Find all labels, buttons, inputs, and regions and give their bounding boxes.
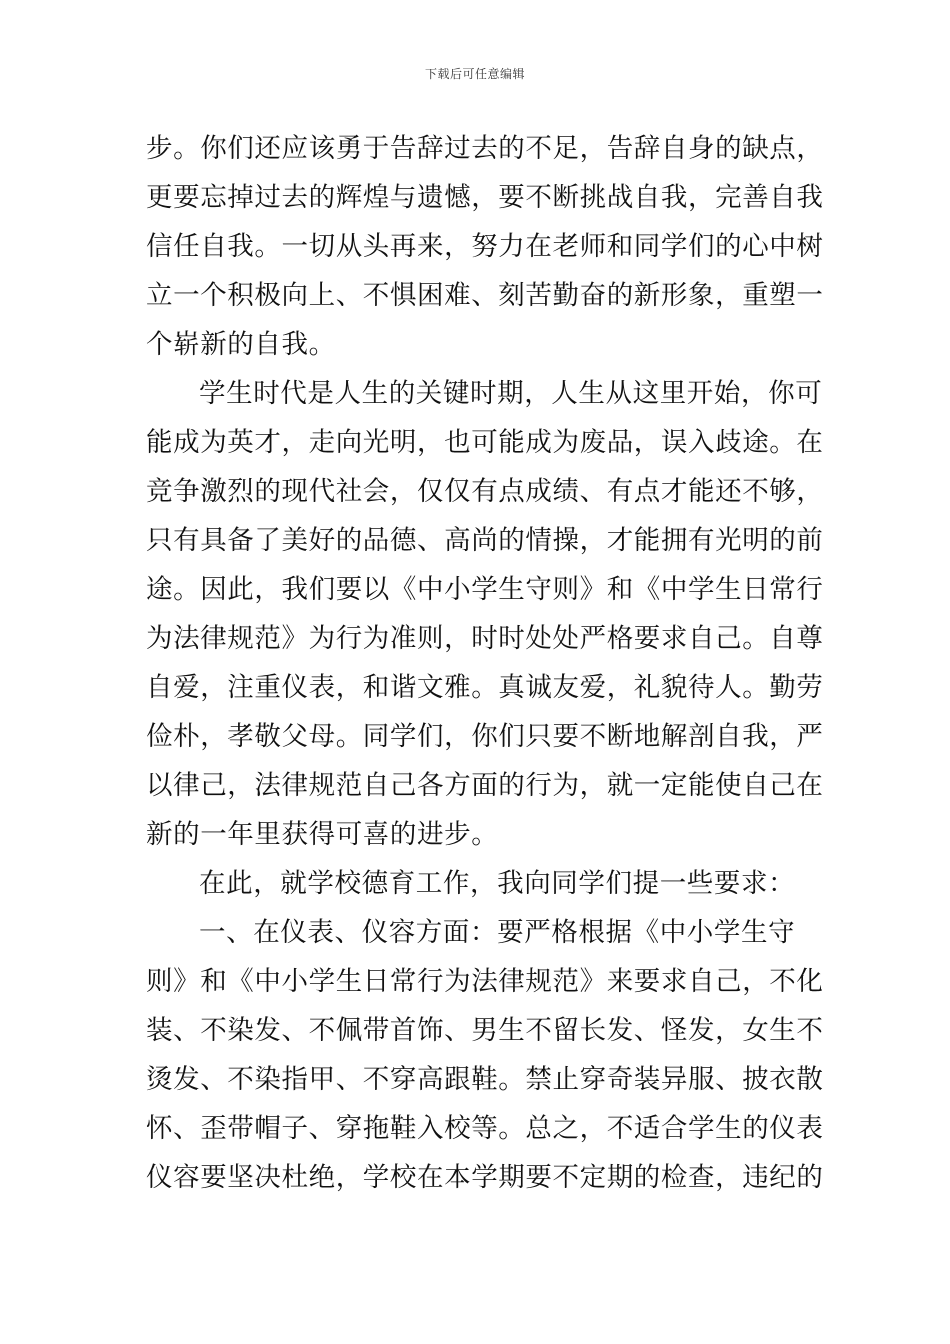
text-line: 只有具备了美好的品德、高尚的情操，才能拥有光明的前 bbox=[146, 525, 824, 556]
text-line: 则》和《中小学生日常行为法律规范》来要求自己，不化 bbox=[146, 966, 824, 997]
text-line: 仪容要坚决杜绝，学校在本学期要不定期的检查，违纪的 bbox=[146, 1162, 824, 1193]
text-line: 能成为英才，走向光明，也可能成为废品，误入歧途。在 bbox=[146, 427, 824, 458]
text-line: 以律己，法律规范自己各方面的行为，就一定能使自己在 bbox=[146, 770, 824, 801]
text-line: 烫发、不染指甲、不穿高跟鞋。禁止穿奇装异服、披衣散 bbox=[146, 1064, 824, 1095]
page-header-note: 下载后可任意编辑 bbox=[424, 67, 525, 81]
text-line: 步。你们还应该勇于告辞过去的不足，告辞自身的缺点， bbox=[146, 133, 824, 164]
text-line: 怀、歪带帽子、穿拖鞋入校等。总之，不适合学生的仪表 bbox=[146, 1113, 824, 1144]
text-line: 为法律规范》为行为准则，时时处处严格要求自己。自尊 bbox=[146, 623, 824, 654]
text-line: 立一个积极向上、不惧困难、刻苦勤奋的新形象，重塑一 bbox=[146, 280, 824, 311]
text-line: 俭朴，孝敬父母。同学们，你们只要不断地解剖自我，严 bbox=[146, 721, 824, 752]
text-line: 自爱，注重仪表，和谐文雅。真诚友爱，礼貌待人。勤劳 bbox=[146, 672, 824, 703]
text-line: 新的一年里获得可喜的进步。 bbox=[146, 819, 499, 850]
text-line: 途。因此，我们要以《中小学生守则》和《中学生日常行 bbox=[146, 574, 824, 605]
text-line: 竞争激烈的现代社会，仅仅有点成绩、有点才能还不够， bbox=[146, 476, 824, 507]
text-line: 更要忘掉过去的辉煌与遗憾，要不断挑战自我，完善自我 bbox=[146, 182, 824, 213]
paragraph-first-line: 学生时代是人生的关键时期，人生从这里开始，你可 bbox=[199, 378, 823, 409]
paragraph-first-line: 在此，就学校德育工作，我向同学们提一些要求： bbox=[199, 868, 796, 899]
document-body bbox=[146, 124, 824, 1202]
text-line: 信任自我。一切从头再来，努力在老师和同学们的心中树 bbox=[146, 231, 824, 262]
paragraph-first-line: 一、在仪表、仪容方面：要严格根据《中小学生守 bbox=[199, 917, 796, 948]
text-line: 装、不染发、不佩带首饰、男生不留长发、怪发，女生不 bbox=[146, 1015, 824, 1046]
text-line: 个崭新的自我。 bbox=[146, 329, 336, 360]
